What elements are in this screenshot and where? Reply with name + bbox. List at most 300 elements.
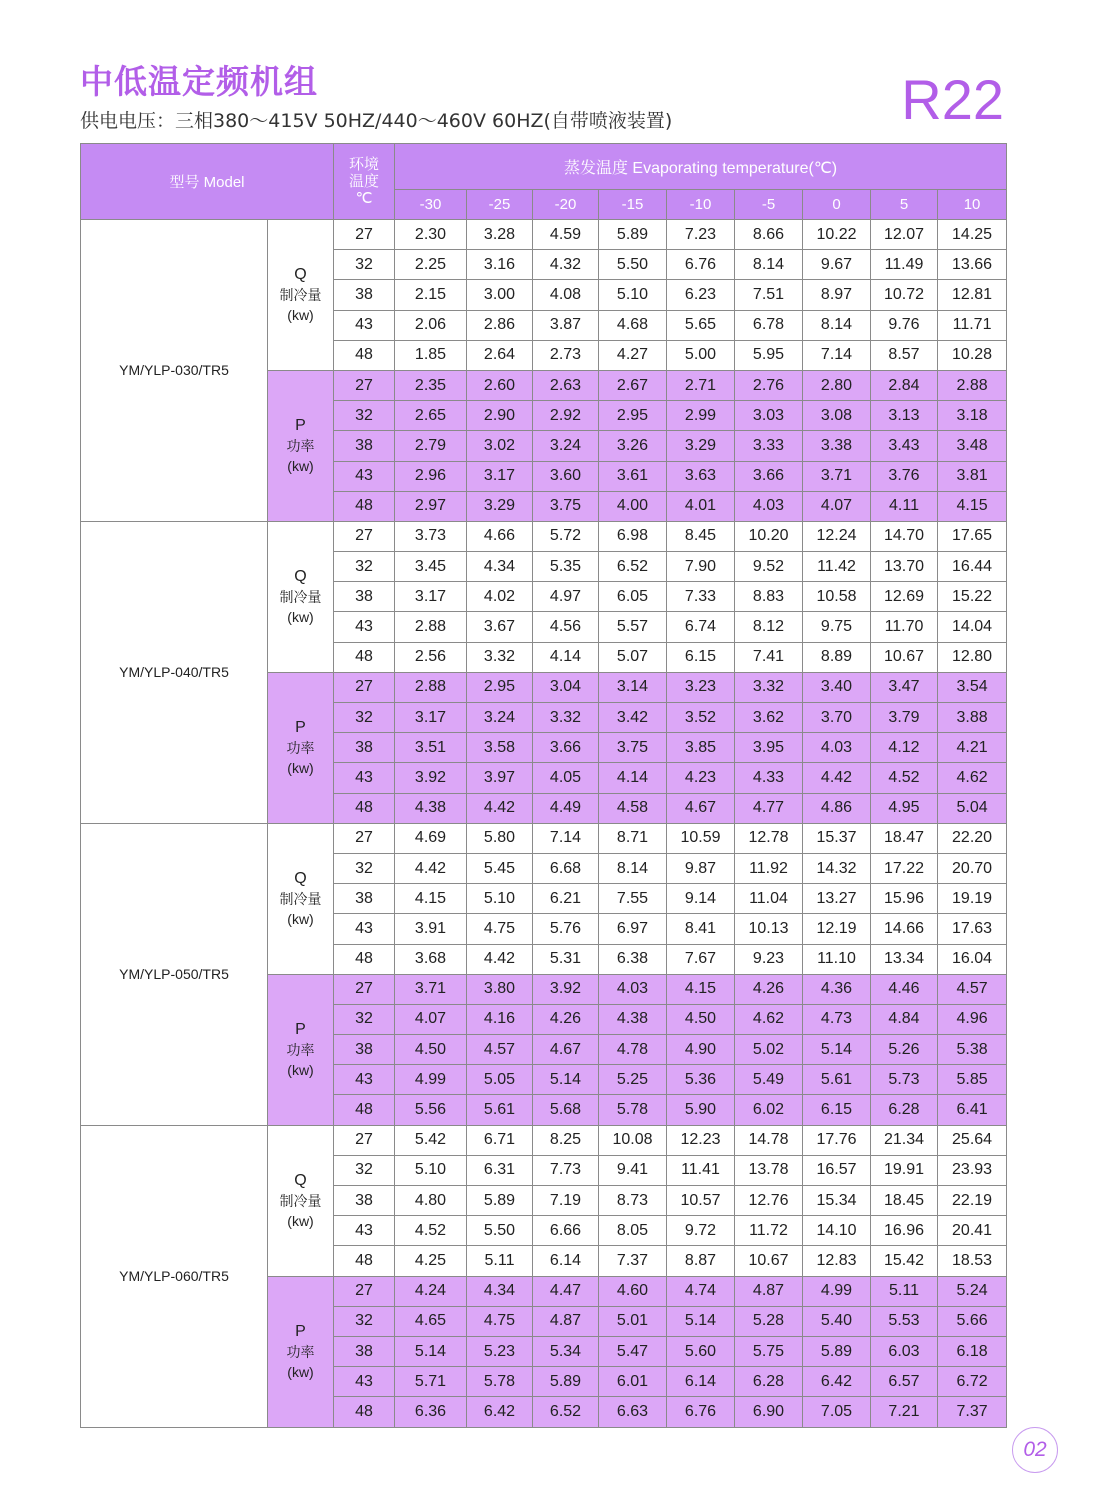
- ambient-temp-cell: 27: [334, 521, 395, 551]
- param-label-name: 制冷量: [279, 890, 322, 907]
- capacity-value-cell: 2.25: [395, 250, 467, 280]
- capacity-value-cell: 10.20: [735, 521, 803, 551]
- capacity-value-cell: 8.14: [599, 853, 667, 883]
- table-row: [81, 823, 1007, 853]
- power-value-cell: 4.15: [667, 974, 735, 1004]
- power-value-cell: 3.88: [938, 703, 1007, 733]
- capacity-value-cell: 5.89: [467, 1186, 533, 1216]
- capacity-value-cell: 12.19: [803, 914, 871, 944]
- capacity-value-cell: 6.74: [667, 612, 735, 642]
- capacity-value-cell: 9.67: [803, 250, 871, 280]
- param-label-name: 制冷量: [279, 1192, 322, 1209]
- ambient-temp-cell: 32: [334, 401, 395, 431]
- power-value-cell: 4.62: [735, 1004, 803, 1034]
- power-value-cell: 2.92: [533, 401, 599, 431]
- power-value-cell: 2.90: [467, 401, 533, 431]
- capacity-value-cell: 6.05: [599, 582, 667, 612]
- capacity-value-cell: 13.34: [871, 944, 938, 974]
- power-value-cell: 7.21: [871, 1397, 938, 1427]
- power-value-cell: 4.65: [395, 1306, 467, 1336]
- capacity-value-cell: 5.57: [599, 612, 667, 642]
- power-value-cell: 2.95: [467, 672, 533, 702]
- power-value-cell: 3.70: [803, 703, 871, 733]
- ambient-temp-cell: 32: [334, 1155, 395, 1185]
- power-value-cell: 4.57: [938, 974, 1007, 1004]
- power-value-cell: 4.58: [599, 793, 667, 823]
- param-label-name: 功率: [286, 739, 315, 756]
- capacity-value-cell: 8.89: [803, 642, 871, 672]
- power-value-cell: 4.12: [871, 733, 938, 763]
- power-value-cell: 4.24: [395, 1276, 467, 1306]
- power-value-cell: 2.67: [599, 370, 667, 400]
- power-value-cell: 3.92: [395, 763, 467, 793]
- refrigerant-label: R22: [901, 68, 1004, 131]
- capacity-value-cell: 21.34: [871, 1125, 938, 1155]
- capacity-value-cell: 11.71: [938, 310, 1007, 340]
- evaporating-temp-header: 蒸发温度 Evaporating temperature(℃): [395, 144, 1007, 190]
- power-value-cell: 3.17: [467, 461, 533, 491]
- power-value-cell: 4.52: [871, 763, 938, 793]
- ambient-header-line: ℃: [355, 190, 373, 207]
- page-number: 02: [1012, 1427, 1058, 1473]
- capacity-value-cell: 7.23: [667, 220, 735, 250]
- power-value-cell: 5.61: [803, 1065, 871, 1095]
- power-value-cell: 4.50: [667, 1004, 735, 1034]
- power-value-cell: 4.75: [467, 1306, 533, 1336]
- ambient-temp-cell: 43: [334, 1367, 395, 1397]
- power-value-cell: 6.14: [667, 1367, 735, 1397]
- capacity-value-cell: 5.00: [667, 340, 735, 370]
- power-value-cell: 5.47: [599, 1336, 667, 1366]
- capacity-value-cell: 12.83: [803, 1246, 871, 1276]
- capacity-value-cell: 3.00: [467, 280, 533, 310]
- evap-temp-header-cell: -15: [599, 190, 667, 220]
- capacity-value-cell: 16.57: [803, 1155, 871, 1185]
- power-value-cell: 5.78: [467, 1367, 533, 1397]
- power-value-cell: 5.36: [667, 1065, 735, 1095]
- capacity-value-cell: 4.42: [467, 944, 533, 974]
- capacity-value-cell: 2.64: [467, 340, 533, 370]
- power-value-cell: 5.61: [467, 1095, 533, 1125]
- param-label-symbol: P: [295, 1020, 306, 1038]
- capacity-value-cell: 13.66: [938, 250, 1007, 280]
- power-value-cell: 4.16: [467, 1004, 533, 1034]
- power-value-cell: 3.95: [735, 733, 803, 763]
- power-value-cell: 4.23: [667, 763, 735, 793]
- capacity-value-cell: 2.73: [533, 340, 599, 370]
- capacity-value-cell: 4.80: [395, 1186, 467, 1216]
- capacity-value-cell: 7.90: [667, 552, 735, 582]
- capacity-value-cell: 3.16: [467, 250, 533, 280]
- ambient-temp-cell: 38: [334, 1336, 395, 1366]
- capacity-value-cell: 25.64: [938, 1125, 1007, 1155]
- capacity-value-cell: 5.65: [667, 310, 735, 340]
- capacity-value-cell: 9.76: [871, 310, 938, 340]
- power-value-cell: 4.78: [599, 1035, 667, 1065]
- table-row: [81, 521, 1007, 551]
- capacity-value-cell: 3.28: [467, 220, 533, 250]
- capacity-value-cell: 15.22: [938, 582, 1007, 612]
- power-value-cell: 3.03: [735, 401, 803, 431]
- power-value-cell: 6.18: [938, 1336, 1007, 1366]
- power-value-cell: 2.79: [395, 431, 467, 461]
- power-value-cell: 3.14: [599, 672, 667, 702]
- cooling-capacity-label: [268, 1125, 334, 1276]
- param-label-unit: (kw): [287, 1212, 314, 1229]
- capacity-value-cell: 5.10: [599, 280, 667, 310]
- capacity-value-cell: 10.57: [667, 1186, 735, 1216]
- power-value-cell: 3.32: [735, 672, 803, 702]
- power-value-cell: 2.88: [938, 370, 1007, 400]
- ambient-temp-cell: 38: [334, 582, 395, 612]
- capacity-value-cell: 19.91: [871, 1155, 938, 1185]
- power-value-cell: 4.26: [533, 1004, 599, 1034]
- capacity-value-cell: 5.10: [395, 1155, 467, 1185]
- power-value-cell: 3.04: [533, 672, 599, 702]
- capacity-value-cell: 6.98: [599, 521, 667, 551]
- power-value-cell: 5.49: [735, 1065, 803, 1095]
- capacity-value-cell: 8.41: [667, 914, 735, 944]
- ambient-temp-cell: 32: [334, 250, 395, 280]
- ambient-temp-cell: 48: [334, 491, 395, 521]
- power-value-cell: 6.72: [938, 1367, 1007, 1397]
- ambient-temp-cell: 27: [334, 220, 395, 250]
- capacity-value-cell: 19.19: [938, 884, 1007, 914]
- power-value-cell: 5.28: [735, 1306, 803, 1336]
- capacity-value-cell: 4.27: [599, 340, 667, 370]
- capacity-value-cell: 6.52: [599, 552, 667, 582]
- capacity-value-cell: 8.25: [533, 1125, 599, 1155]
- capacity-value-cell: 12.81: [938, 280, 1007, 310]
- ambient-temp-cell: 27: [334, 974, 395, 1004]
- capacity-value-cell: 9.52: [735, 552, 803, 582]
- capacity-value-cell: 9.23: [735, 944, 803, 974]
- capacity-value-cell: 15.42: [871, 1246, 938, 1276]
- page-title: 中低温定频机组: [80, 62, 318, 101]
- capacity-value-cell: 20.41: [938, 1216, 1007, 1246]
- power-value-cell: 2.60: [467, 370, 533, 400]
- power-value-cell: 4.95: [871, 793, 938, 823]
- capacity-value-cell: 10.58: [803, 582, 871, 612]
- power-value-cell: 2.76: [735, 370, 803, 400]
- power-value-cell: 2.71: [667, 370, 735, 400]
- table-row: [81, 1125, 1007, 1155]
- capacity-value-cell: 14.66: [871, 914, 938, 944]
- power-value-cell: 5.34: [533, 1336, 599, 1366]
- power-value-cell: 3.71: [803, 461, 871, 491]
- capacity-value-cell: 8.83: [735, 582, 803, 612]
- capacity-value-cell: 16.04: [938, 944, 1007, 974]
- capacity-value-cell: 9.14: [667, 884, 735, 914]
- param-label-symbol: P: [295, 718, 306, 736]
- power-value-cell: 4.21: [938, 733, 1007, 763]
- capacity-value-cell: 4.97: [533, 582, 599, 612]
- evap-temp-header-cell: 10: [938, 190, 1007, 220]
- power-value-cell: 5.71: [395, 1367, 467, 1397]
- capacity-value-cell: 3.32: [467, 642, 533, 672]
- capacity-value-cell: 5.07: [599, 642, 667, 672]
- power-value-cell: 5.89: [803, 1336, 871, 1366]
- capacity-value-cell: 9.75: [803, 612, 871, 642]
- power-value-cell: 4.62: [938, 763, 1007, 793]
- power-value-cell: 4.47: [533, 1276, 599, 1306]
- param-label-unit: (kw): [287, 306, 314, 323]
- capacity-value-cell: 2.06: [395, 310, 467, 340]
- model-name-cell: YM/YLP-060/TR5: [81, 1125, 268, 1427]
- table-row: [81, 220, 1007, 250]
- power-value-cell: 3.92: [533, 974, 599, 1004]
- capacity-value-cell: 4.56: [533, 612, 599, 642]
- power-value-cell: 4.42: [467, 793, 533, 823]
- capacity-value-cell: 11.92: [735, 853, 803, 883]
- model-header: 型号 Model: [81, 144, 334, 220]
- param-label-symbol: Q: [294, 265, 307, 283]
- power-value-cell: 4.57: [467, 1035, 533, 1065]
- power-value-cell: 4.77: [735, 793, 803, 823]
- capacity-value-cell: 5.95: [735, 340, 803, 370]
- power-value-cell: 5.05: [467, 1065, 533, 1095]
- power-label: [268, 672, 334, 823]
- param-label-unit: (kw): [287, 608, 314, 625]
- capacity-value-cell: 14.78: [735, 1125, 803, 1155]
- ambient-temp-cell: 32: [334, 1004, 395, 1034]
- capacity-value-cell: 10.72: [871, 280, 938, 310]
- capacity-value-cell: 10.28: [938, 340, 1007, 370]
- capacity-value-cell: 6.78: [735, 310, 803, 340]
- power-value-cell: 6.63: [599, 1397, 667, 1427]
- ambient-temp-cell: 38: [334, 733, 395, 763]
- power-value-cell: 3.38: [803, 431, 871, 461]
- capacity-value-cell: 18.47: [871, 823, 938, 853]
- param-label-unit: (kw): [287, 1061, 314, 1078]
- capacity-value-cell: 4.08: [533, 280, 599, 310]
- power-value-cell: 5.01: [599, 1306, 667, 1336]
- power-value-cell: 3.54: [938, 672, 1007, 702]
- cooling-capacity-label: [268, 823, 334, 974]
- capacity-value-cell: 18.45: [871, 1186, 938, 1216]
- power-value-cell: 2.99: [667, 401, 735, 431]
- power-value-cell: 4.34: [467, 1276, 533, 1306]
- power-value-cell: 4.01: [667, 491, 735, 521]
- param-label-symbol: P: [295, 1322, 306, 1340]
- capacity-value-cell: 13.78: [735, 1155, 803, 1185]
- param-label-name: 功率: [286, 1343, 315, 1360]
- power-value-cell: 6.01: [599, 1367, 667, 1397]
- power-value-cell: 5.24: [938, 1276, 1007, 1306]
- power-value-cell: 2.96: [395, 461, 467, 491]
- capacity-value-cell: 22.19: [938, 1186, 1007, 1216]
- capacity-value-cell: 3.91: [395, 914, 467, 944]
- capacity-value-cell: 6.14: [533, 1246, 599, 1276]
- param-label-name: 功率: [286, 1041, 315, 1058]
- power-value-cell: 5.38: [938, 1035, 1007, 1065]
- power-value-cell: 3.76: [871, 461, 938, 491]
- ambient-temp-cell: 27: [334, 823, 395, 853]
- capacity-value-cell: 3.45: [395, 552, 467, 582]
- capacity-value-cell: 14.10: [803, 1216, 871, 1246]
- power-value-cell: 3.66: [533, 733, 599, 763]
- capacity-value-cell: 12.78: [735, 823, 803, 853]
- capacity-value-cell: 15.96: [871, 884, 938, 914]
- capacity-value-cell: 2.15: [395, 280, 467, 310]
- ambient-temp-cell: 48: [334, 944, 395, 974]
- evap-temp-header-cell: -5: [735, 190, 803, 220]
- power-value-cell: 5.11: [871, 1276, 938, 1306]
- capacity-value-cell: 4.42: [395, 853, 467, 883]
- power-value-cell: 3.75: [599, 733, 667, 763]
- power-value-cell: 3.42: [599, 703, 667, 733]
- capacity-value-cell: 18.53: [938, 1246, 1007, 1276]
- capacity-value-cell: 4.32: [533, 250, 599, 280]
- capacity-value-cell: 6.68: [533, 853, 599, 883]
- power-value-cell: 6.15: [803, 1095, 871, 1125]
- power-value-cell: 4.86: [803, 793, 871, 823]
- power-value-cell: 4.99: [395, 1065, 467, 1095]
- power-value-cell: 5.14: [395, 1336, 467, 1366]
- capacity-value-cell: 10.67: [735, 1246, 803, 1276]
- ambient-temp-cell: 27: [334, 672, 395, 702]
- capacity-value-cell: 11.41: [667, 1155, 735, 1185]
- power-value-cell: 4.15: [938, 491, 1007, 521]
- capacity-value-cell: 4.34: [467, 552, 533, 582]
- power-value-cell: 5.04: [938, 793, 1007, 823]
- evap-temp-header-cell: -30: [395, 190, 467, 220]
- capacity-value-cell: 16.96: [871, 1216, 938, 1246]
- capacity-value-cell: 10.59: [667, 823, 735, 853]
- power-value-cell: 3.32: [533, 703, 599, 733]
- power-value-cell: 6.41: [938, 1095, 1007, 1125]
- ambient-temp-cell: 48: [334, 340, 395, 370]
- capacity-value-cell: 9.41: [599, 1155, 667, 1185]
- capacity-value-cell: 6.23: [667, 280, 735, 310]
- param-label-name: 制冷量: [279, 286, 322, 303]
- capacity-value-cell: 5.31: [533, 944, 599, 974]
- power-value-cell: 3.81: [938, 461, 1007, 491]
- power-value-cell: 5.78: [599, 1095, 667, 1125]
- capacity-value-cell: 4.02: [467, 582, 533, 612]
- ambient-temp-cell: 43: [334, 1065, 395, 1095]
- capacity-value-cell: 6.71: [467, 1125, 533, 1155]
- power-value-cell: 3.23: [667, 672, 735, 702]
- capacity-value-cell: 3.87: [533, 310, 599, 340]
- ambient-temp-header: [334, 144, 395, 220]
- capacity-value-cell: 5.35: [533, 552, 599, 582]
- evap-temp-header-cell: -10: [667, 190, 735, 220]
- power-value-cell: 3.51: [395, 733, 467, 763]
- power-value-cell: 4.87: [533, 1306, 599, 1336]
- power-value-cell: 4.74: [667, 1276, 735, 1306]
- capacity-value-cell: 11.49: [871, 250, 938, 280]
- param-label-unit: (kw): [287, 759, 314, 776]
- power-value-cell: 6.76: [667, 1397, 735, 1427]
- power-value-cell: 2.84: [871, 370, 938, 400]
- power-value-cell: 4.26: [735, 974, 803, 1004]
- power-supply-subtitle: 供电电压：三相380～415V 50HZ/440～460V 60HZ(自带喷液装置): [80, 110, 673, 132]
- capacity-value-cell: 7.55: [599, 884, 667, 914]
- ambient-temp-cell: 27: [334, 1125, 395, 1155]
- evap-temp-header-cell: -25: [467, 190, 533, 220]
- power-value-cell: 4.36: [803, 974, 871, 1004]
- capacity-value-cell: 2.30: [395, 220, 467, 250]
- param-label-symbol: Q: [294, 1171, 307, 1189]
- capacity-value-cell: 8.05: [599, 1216, 667, 1246]
- power-value-cell: 5.02: [735, 1035, 803, 1065]
- capacity-value-cell: 2.86: [467, 310, 533, 340]
- power-value-cell: 2.95: [599, 401, 667, 431]
- cooling-capacity-label: [268, 521, 334, 672]
- capacity-value-cell: 8.97: [803, 280, 871, 310]
- ambient-temp-cell: 38: [334, 1035, 395, 1065]
- capacity-value-cell: 7.14: [533, 823, 599, 853]
- power-value-cell: 3.85: [667, 733, 735, 763]
- evap-temp-header-cell: 5: [871, 190, 938, 220]
- capacity-value-cell: 4.14: [533, 642, 599, 672]
- capacity-value-cell: 14.04: [938, 612, 1007, 642]
- capacity-value-cell: 11.04: [735, 884, 803, 914]
- power-value-cell: 4.03: [599, 974, 667, 1004]
- capacity-value-cell: 17.63: [938, 914, 1007, 944]
- capacity-value-cell: 9.72: [667, 1216, 735, 1246]
- capacity-value-cell: 8.66: [735, 220, 803, 250]
- capacity-value-cell: 7.14: [803, 340, 871, 370]
- power-value-cell: 3.29: [667, 431, 735, 461]
- power-value-cell: 4.03: [803, 733, 871, 763]
- power-value-cell: 3.43: [871, 431, 938, 461]
- capacity-value-cell: 8.57: [871, 340, 938, 370]
- power-value-cell: 3.75: [533, 491, 599, 521]
- power-value-cell: 4.50: [395, 1035, 467, 1065]
- power-value-cell: 3.47: [871, 672, 938, 702]
- capacity-value-cell: 7.37: [599, 1246, 667, 1276]
- power-value-cell: 4.67: [667, 793, 735, 823]
- model-name-cell: YM/YLP-040/TR5: [81, 521, 268, 823]
- capacity-value-cell: 20.70: [938, 853, 1007, 883]
- power-value-cell: 5.85: [938, 1065, 1007, 1095]
- capacity-value-cell: 6.31: [467, 1155, 533, 1185]
- ambient-temp-cell: 32: [334, 1306, 395, 1336]
- power-value-cell: 3.24: [533, 431, 599, 461]
- power-value-cell: 4.99: [803, 1276, 871, 1306]
- capacity-value-cell: 10.08: [599, 1125, 667, 1155]
- ambient-header-line: 温度: [348, 173, 379, 190]
- ambient-temp-cell: 48: [334, 1397, 395, 1427]
- capacity-value-cell: 12.69: [871, 582, 938, 612]
- power-value-cell: 3.17: [395, 703, 467, 733]
- power-value-cell: 4.07: [803, 491, 871, 521]
- ambient-temp-cell: 27: [334, 370, 395, 400]
- power-value-cell: 4.84: [871, 1004, 938, 1034]
- power-value-cell: 3.18: [938, 401, 1007, 431]
- power-value-cell: 4.60: [599, 1276, 667, 1306]
- capacity-value-cell: 10.22: [803, 220, 871, 250]
- power-value-cell: 2.80: [803, 370, 871, 400]
- capacity-value-cell: 7.19: [533, 1186, 599, 1216]
- param-label-name: 制冷量: [279, 588, 322, 605]
- param-label-symbol: Q: [294, 869, 307, 887]
- performance-table: [80, 143, 1007, 1428]
- capacity-value-cell: 17.22: [871, 853, 938, 883]
- power-value-cell: 4.87: [735, 1276, 803, 1306]
- param-label-symbol: P: [295, 416, 306, 434]
- capacity-value-cell: 12.76: [735, 1186, 803, 1216]
- power-value-cell: 3.13: [871, 401, 938, 431]
- power-value-cell: 4.11: [871, 491, 938, 521]
- ambient-temp-cell: 43: [334, 914, 395, 944]
- capacity-value-cell: 8.87: [667, 1246, 735, 1276]
- power-value-cell: 5.89: [533, 1367, 599, 1397]
- power-value-cell: 6.36: [395, 1397, 467, 1427]
- power-value-cell: 7.37: [938, 1397, 1007, 1427]
